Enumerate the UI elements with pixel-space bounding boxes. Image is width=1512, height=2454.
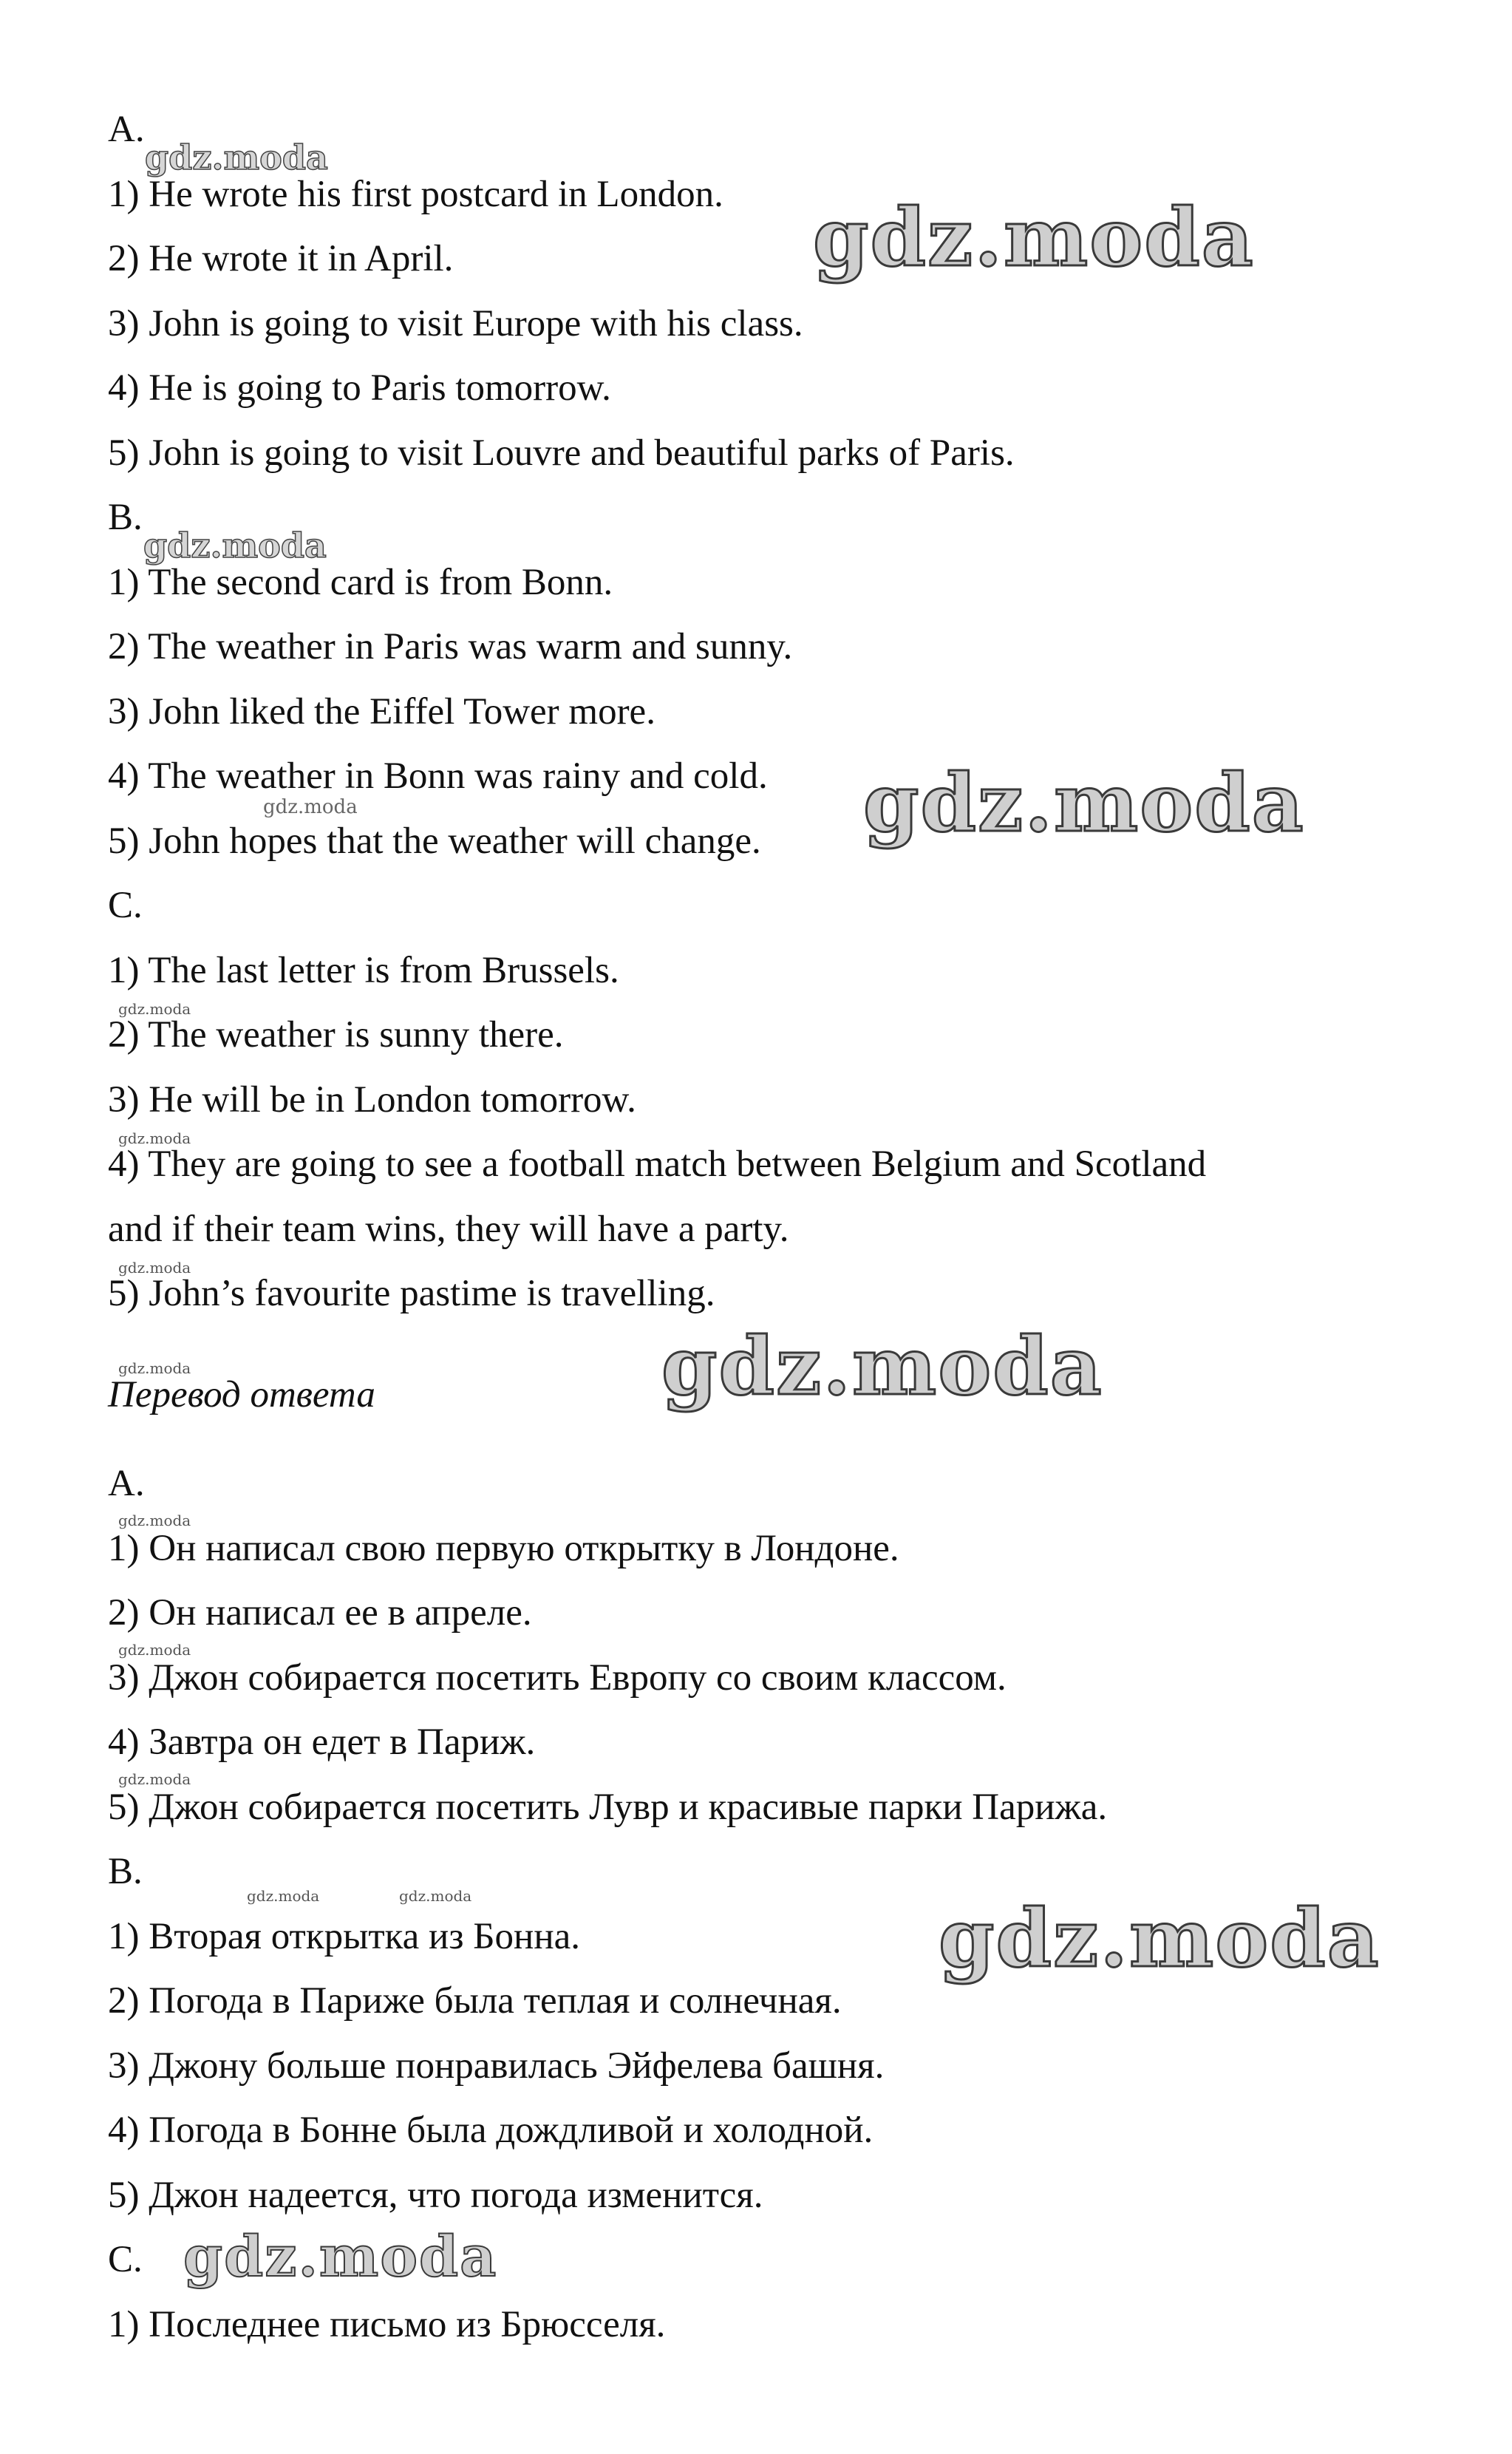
ru-answer-c1: 1) Последнее письмо из Брюсселя. bbox=[108, 2304, 666, 2345]
watermark-small-logo: gdz.moda bbox=[145, 137, 328, 177]
watermark-tiny-logo: gdz.moda bbox=[118, 1000, 191, 1018]
answer-b1: 1) The second card is from Bonn. bbox=[108, 562, 613, 603]
watermark-tiny-logo: gdz.moda bbox=[118, 1129, 191, 1147]
answer-a2: 2) He wrote it in April. bbox=[108, 238, 454, 279]
ru-answer-b4: 4) Погода в Бонне была дождливой и холодной. bbox=[108, 2110, 874, 2151]
answer-c5: 5) John’s favourite pastime is travelling. bbox=[108, 1273, 715, 1314]
answer-b2: 2) The weather in Paris was warm and sunny. bbox=[108, 626, 793, 667]
watermark-tiny-logo: gdz.moda bbox=[263, 796, 358, 818]
ru-answer-a5: 5) Джон собирается посетить Лувр и красивые парки Парижа. bbox=[108, 1787, 1108, 1828]
translation-heading: Перевод ответа bbox=[108, 1374, 375, 1415]
ru-answer-a3: 3) Джон собирается посетить Европу со своим классом. bbox=[108, 1657, 1007, 1699]
answer-a1: 1) He wrote his first postcard in London. bbox=[108, 174, 723, 215]
ru-section-b-label: B. bbox=[108, 1851, 143, 1892]
watermark-large-logo: gdz.moda bbox=[661, 1320, 1103, 1413]
watermark-large-logo: gdz.moda bbox=[813, 191, 1255, 285]
watermark-large-logo: gdz.moda bbox=[939, 1892, 1380, 1985]
answer-a4: 4) He is going to Paris tomorrow. bbox=[108, 367, 611, 409]
answer-c3: 3) He will be in London tomorrow. bbox=[108, 1079, 636, 1121]
answer-c2: 2) The weather is sunny there. bbox=[108, 1014, 564, 1056]
ru-answer-b2: 2) Погода в Париже была теплая и солнечная. bbox=[108, 1980, 842, 2022]
ru-answer-b3: 3) Джону больше понравилась Эйфелева башня. bbox=[108, 2045, 885, 2087]
ru-answer-a1: 1) Он написал свою первую открытку в Лондоне. bbox=[108, 1528, 899, 1569]
answer-c1: 1) The last letter is from Brussels. bbox=[108, 950, 619, 991]
watermark-small-logo: gdz.moda bbox=[143, 526, 327, 565]
ru-answer-a2: 2) Он написал ее в апреле. bbox=[108, 1592, 532, 1634]
ru-answer-b5: 5) Джон надеется, что погода изменится. bbox=[108, 2175, 763, 2216]
watermark-tiny-logo: gdz.moda bbox=[247, 1887, 320, 1905]
ru-answer-a4: 4) Завтра он едет в Париж. bbox=[108, 1721, 536, 1763]
watermark-tiny-logo: gdz.moda bbox=[399, 1887, 472, 1905]
watermark-large-logo: gdz.moda bbox=[863, 757, 1305, 850]
answer-c4: 4) They are going to see a football match between Belgium and Scotland bbox=[108, 1143, 1207, 1185]
ru-section-a-label: A. bbox=[108, 1463, 145, 1504]
answer-b3: 3) John liked the Eiffel Tower more. bbox=[108, 691, 655, 733]
watermark-large-logo: gdz.moda bbox=[183, 2223, 498, 2289]
watermark-tiny-logo: gdz.moda bbox=[118, 1770, 191, 1788]
ru-answer-b1: 1) Вторая открытка из Бонна. bbox=[108, 1916, 580, 1957]
answer-b4: 4) The weather in Bonn was rainy and cold. bbox=[108, 755, 768, 797]
section-c-label: C. bbox=[108, 885, 143, 926]
answer-a3: 3) John is going to visit Europe with his class. bbox=[108, 303, 803, 344]
watermark-tiny-logo: gdz.moda bbox=[118, 1512, 191, 1529]
section-a-label: A. bbox=[108, 109, 145, 150]
answer-c4-continued: and if their team wins, they will have a party. bbox=[108, 1209, 789, 1250]
watermark-tiny-logo: gdz.moda bbox=[118, 1641, 191, 1659]
ru-section-c-label: C. bbox=[108, 2239, 143, 2280]
answer-b5: 5) John hopes that the weather will change. bbox=[108, 820, 761, 862]
watermark-tiny-logo: gdz.moda bbox=[118, 1359, 191, 1377]
answer-a5: 5) John is going to visit Louvre and beautiful parks of Paris. bbox=[108, 432, 1015, 474]
watermark-tiny-logo: gdz.moda bbox=[118, 1259, 191, 1277]
section-b-label: B. bbox=[108, 497, 143, 538]
